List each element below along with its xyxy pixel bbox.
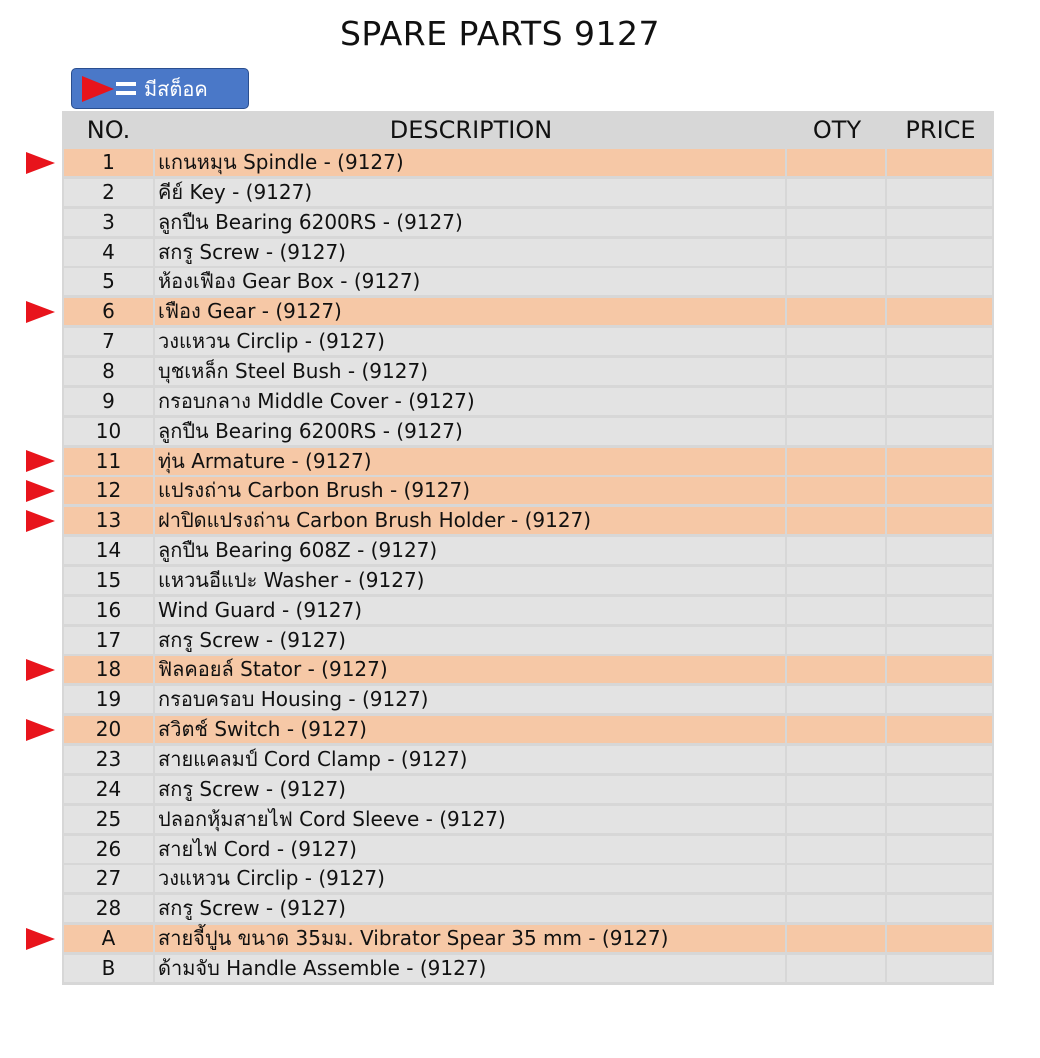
price-cell <box>887 477 992 504</box>
table-row <box>62 776 994 803</box>
part-number: 4 <box>64 239 153 266</box>
price-cell <box>887 388 992 415</box>
table-row <box>62 477 994 504</box>
in-stock-arrow-icon <box>26 659 55 681</box>
price-cell <box>887 537 992 564</box>
qty-cell <box>787 895 885 922</box>
part-description: เฟือง Gear - (9127) <box>155 298 785 325</box>
price-cell <box>887 925 992 952</box>
part-number: 3 <box>64 209 153 236</box>
price-cell <box>887 656 992 683</box>
price-cell <box>887 507 992 534</box>
qty-cell <box>787 597 885 624</box>
part-number: 8 <box>64 358 153 385</box>
part-description: ด้ามจับ Handle Assemble - (9127) <box>155 955 785 982</box>
qty-cell <box>787 776 885 803</box>
table-row <box>62 895 994 922</box>
qty-cell <box>787 298 885 325</box>
legend-label: มีสต็อค <box>144 76 208 101</box>
qty-cell <box>787 209 885 236</box>
header-description: DESCRIPTION <box>389 115 553 144</box>
table-row <box>62 806 994 833</box>
part-number: 13 <box>64 507 153 534</box>
in-stock-arrow-icon <box>26 928 55 950</box>
qty-cell <box>787 865 885 892</box>
part-number: 12 <box>64 477 153 504</box>
table-row <box>62 268 994 295</box>
part-number: 9 <box>64 388 153 415</box>
table-row <box>62 179 994 206</box>
part-description: แปรงถ่าน Carbon Brush - (9127) <box>155 477 785 504</box>
part-description: ฝาปิดแปรงถ่าน Carbon Brush Holder - (9127) <box>155 507 785 534</box>
price-cell <box>887 179 992 206</box>
part-description: ทุ่น Armature - (9127) <box>155 448 785 475</box>
part-number: 23 <box>64 746 153 773</box>
table-row <box>62 746 994 773</box>
qty-cell <box>787 418 885 445</box>
table-row <box>62 955 994 982</box>
in-stock-arrow-icon <box>26 450 55 472</box>
table-row <box>62 388 994 415</box>
in-stock-arrow-icon <box>26 301 55 323</box>
part-description: ปลอกหุ้มสายไฟ Cord Sleeve - (9127) <box>155 806 785 833</box>
table-row <box>62 507 994 534</box>
qty-cell <box>787 268 885 295</box>
part-description: สวิตช์ Switch - (9127) <box>155 716 785 743</box>
qty-cell <box>787 537 885 564</box>
table-row <box>62 239 994 266</box>
red-triangle-arrow-icon <box>82 76 114 102</box>
price-cell <box>887 328 992 355</box>
part-description: สกรู Screw - (9127) <box>155 776 785 803</box>
price-cell <box>887 806 992 833</box>
part-number: 1 <box>64 149 153 176</box>
part-description: กรอบครอบ Housing - (9127) <box>155 686 785 713</box>
part-description: บุชเหล็ก Steel Bush - (9127) <box>155 358 785 385</box>
qty-cell <box>787 507 885 534</box>
in-stock-arrow-icon <box>26 719 55 741</box>
table-row <box>62 836 994 863</box>
price-cell <box>887 298 992 325</box>
qty-cell <box>787 239 885 266</box>
qty-cell <box>787 149 885 176</box>
part-number: 15 <box>64 567 153 594</box>
price-cell <box>887 418 992 445</box>
part-description: แกนหมุน Spindle - (9127) <box>155 149 785 176</box>
part-number: 11 <box>64 448 153 475</box>
part-number: 24 <box>64 776 153 803</box>
part-description: ลูกปืน Bearing 6200RS - (9127) <box>155 418 785 445</box>
table-row <box>62 298 994 325</box>
price-cell <box>887 149 992 176</box>
table-row <box>62 656 994 683</box>
qty-cell <box>787 686 885 713</box>
qty-cell <box>787 746 885 773</box>
part-description: สกรู Screw - (9127) <box>155 627 785 654</box>
qty-cell <box>787 716 885 743</box>
qty-cell <box>787 328 885 355</box>
part-number: 14 <box>64 537 153 564</box>
part-description: สกรู Screw - (9127) <box>155 895 785 922</box>
part-description: สายจี้ปูน ขนาด 35มม. Vibrator Spear 35 mm - (9127) <box>155 925 785 952</box>
part-number: 17 <box>64 627 153 654</box>
part-number: 26 <box>64 836 153 863</box>
header-price: PRICE <box>905 115 976 144</box>
table-row <box>62 537 994 564</box>
part-number: 5 <box>64 268 153 295</box>
table-row <box>62 597 994 624</box>
part-number: 7 <box>64 328 153 355</box>
in-stock-arrow-icon <box>26 480 55 502</box>
part-description: กรอบกลาง Middle Cover - (9127) <box>155 388 785 415</box>
table-row <box>62 149 994 176</box>
table-row <box>62 716 994 743</box>
qty-cell <box>787 955 885 982</box>
part-number: 25 <box>64 806 153 833</box>
table-row <box>62 865 994 892</box>
price-cell <box>887 686 992 713</box>
qty-cell <box>787 836 885 863</box>
part-description: แหวนอีแปะ Washer - (9127) <box>155 567 785 594</box>
part-description: ลูกปืน Bearing 608Z - (9127) <box>155 537 785 564</box>
part-description: สายไฟ Cord - (9127) <box>155 836 785 863</box>
price-cell <box>887 716 992 743</box>
table-row <box>62 627 994 654</box>
qty-cell <box>787 358 885 385</box>
page-title: SPARE PARTS 9127 <box>339 14 661 53</box>
qty-cell <box>787 477 885 504</box>
price-cell <box>887 239 992 266</box>
part-number: 18 <box>64 656 153 683</box>
table-row <box>62 686 994 713</box>
header-no: NO. <box>86 115 131 144</box>
price-cell <box>887 448 992 475</box>
part-number: B <box>64 955 153 982</box>
part-description: สกรู Screw - (9127) <box>155 239 785 266</box>
part-number: 2 <box>64 179 153 206</box>
parts-table <box>62 111 994 985</box>
table-row <box>62 448 994 475</box>
part-number: 19 <box>64 686 153 713</box>
part-description: ฟิลคอยล์ Stator - (9127) <box>155 656 785 683</box>
price-cell <box>887 895 992 922</box>
table-row <box>62 209 994 236</box>
qty-cell <box>787 179 885 206</box>
part-description: Wind Guard - (9127) <box>155 597 785 624</box>
part-number: 10 <box>64 418 153 445</box>
price-cell <box>887 865 992 892</box>
stock-legend <box>71 68 249 109</box>
table-row <box>62 567 994 594</box>
price-cell <box>887 776 992 803</box>
qty-cell <box>787 656 885 683</box>
qty-cell <box>787 388 885 415</box>
qty-cell <box>787 806 885 833</box>
part-number: 28 <box>64 895 153 922</box>
price-cell <box>887 209 992 236</box>
in-stock-arrow-icon <box>26 510 55 532</box>
part-description: ลูกปืน Bearing 6200RS - (9127) <box>155 209 785 236</box>
table-row <box>62 418 994 445</box>
part-description: วงแหวน Circlip - (9127) <box>155 328 785 355</box>
part-description: ห้องเฟือง Gear Box - (9127) <box>155 268 785 295</box>
price-cell <box>887 358 992 385</box>
price-cell <box>887 627 992 654</box>
part-number: 6 <box>64 298 153 325</box>
price-cell <box>887 567 992 594</box>
in-stock-arrow-icon <box>26 152 55 174</box>
qty-cell <box>787 567 885 594</box>
table-row <box>62 358 994 385</box>
table-row <box>62 328 994 355</box>
price-cell <box>887 597 992 624</box>
part-number: 16 <box>64 597 153 624</box>
price-cell <box>887 746 992 773</box>
qty-cell <box>787 627 885 654</box>
header-qty: OTY <box>812 115 862 144</box>
qty-cell <box>787 925 885 952</box>
price-cell <box>887 268 992 295</box>
equals-icon <box>116 82 136 95</box>
part-description: วงแหวน Circlip - (9127) <box>155 865 785 892</box>
part-description: สายแคลมป์ Cord Clamp - (9127) <box>155 746 785 773</box>
price-cell <box>887 955 992 982</box>
part-number: 27 <box>64 865 153 892</box>
part-description: คีย์ Key - (9127) <box>155 179 785 206</box>
price-cell <box>887 836 992 863</box>
table-row <box>62 925 994 952</box>
part-number: 20 <box>64 716 153 743</box>
part-number: A <box>64 925 153 952</box>
qty-cell <box>787 448 885 475</box>
